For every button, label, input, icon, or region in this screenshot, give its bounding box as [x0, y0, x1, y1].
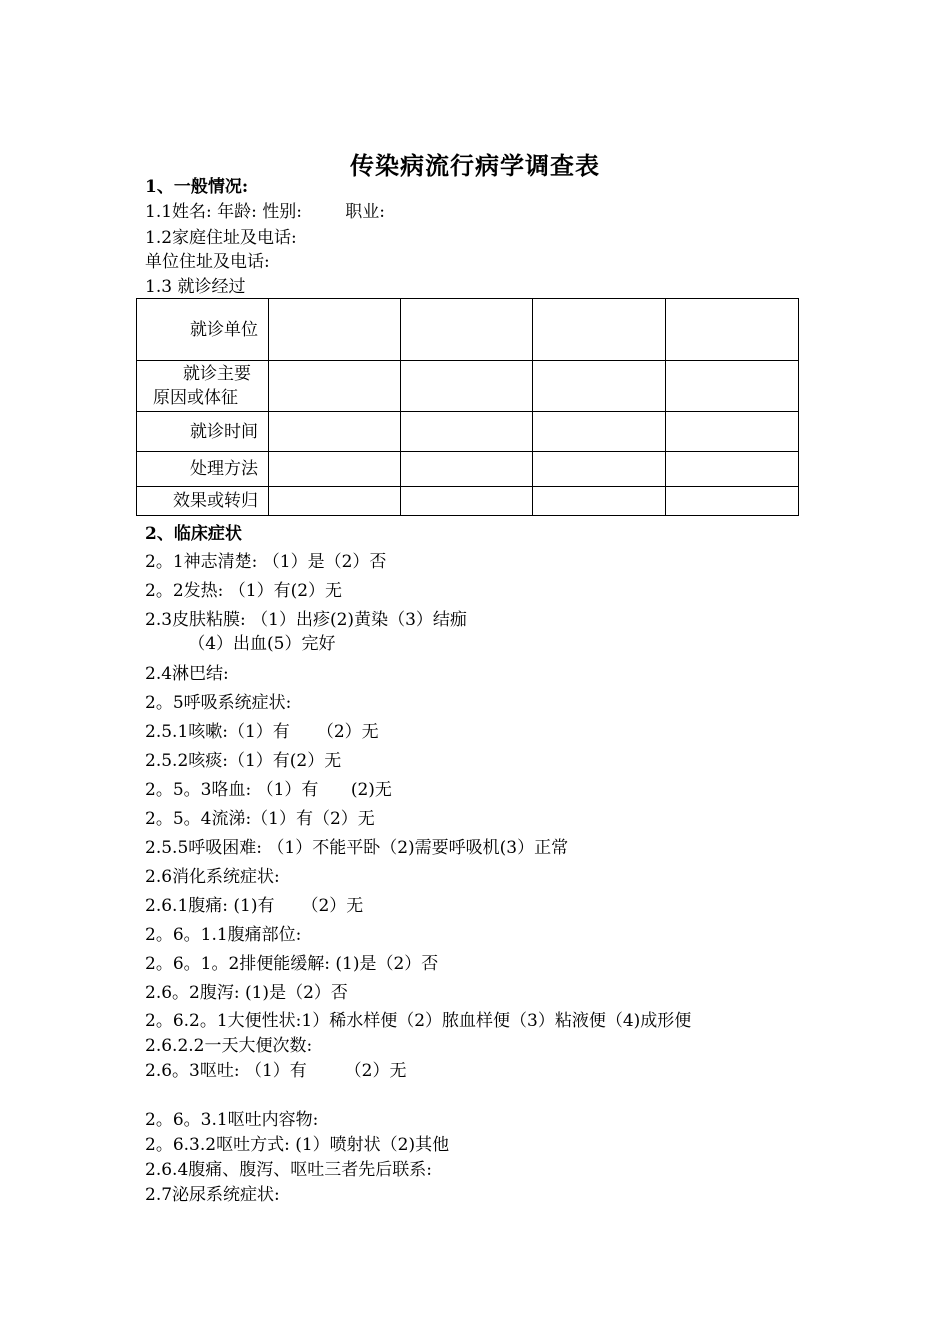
- symptom-line: 2.6消化系统症状:: [145, 867, 280, 887]
- row-label-reason-line1: 就诊主要: [183, 364, 251, 384]
- table-cell[interactable]: [533, 412, 666, 452]
- symptom-line: 2.6。3呕吐: （1）有 （2）无: [145, 1061, 407, 1081]
- home-address-line: 1.2家庭住址及电话:: [145, 228, 297, 248]
- symptom-line: 2。2发热: （1）有(2）无: [145, 581, 343, 601]
- symptom-line: 2.5.5呼吸困难: （1）不能平卧（2)需要呼吸机(3）正常: [145, 838, 569, 858]
- section1-heading: 1、一般情况:: [145, 177, 249, 197]
- row-label-visit-time: 就诊时间: [137, 412, 269, 452]
- row-label-treatment: 处理方法: [137, 452, 269, 487]
- row-label-reason: [137, 361, 269, 412]
- table-cell[interactable]: [269, 412, 401, 452]
- symptom-line: 2。5呼吸系统症状:: [145, 693, 292, 713]
- name-age-gender-occupation-line: 1.1姓名: 年龄: 性别: 职业:: [145, 202, 385, 222]
- symptom-line: 2。6。1.1腹痛部位:: [145, 925, 302, 945]
- symptom-line: 2.6。2腹泻: (1)是（2）否: [145, 983, 348, 1003]
- table-cell[interactable]: [269, 487, 401, 516]
- table-cell[interactable]: [666, 299, 799, 361]
- symptom-line: 2。5。3咯血: （1）有 (2)无: [145, 780, 392, 800]
- table-cell[interactable]: [401, 361, 533, 412]
- table-cell[interactable]: [401, 412, 533, 452]
- table-row: [137, 487, 799, 516]
- page-title: 传染病流行病学调查表: [350, 151, 600, 180]
- symptom-line: （4）出血(5）完好: [145, 634, 336, 654]
- table-cell[interactable]: [533, 361, 666, 412]
- symptom-line: 2。5。4流涕:（1）有（2）无: [145, 809, 375, 829]
- table-cell[interactable]: [401, 299, 533, 361]
- symptom-line: 2.4淋巴结:: [145, 664, 229, 684]
- table-cell[interactable]: [533, 452, 666, 487]
- table-cell[interactable]: [401, 452, 533, 487]
- table-cell[interactable]: [666, 452, 799, 487]
- symptom-line: 2.5.2咳痰:（1）有(2）无: [145, 751, 342, 771]
- table-cell[interactable]: [666, 361, 799, 412]
- table-row: [137, 361, 799, 412]
- visit-history-table: [136, 298, 799, 516]
- visit-history-label: 1.3 就诊经过: [145, 277, 246, 297]
- symptom-line: 2.7泌尿系统症状:: [145, 1185, 280, 1205]
- symptom-line: 2。6.2。1大便性状:1）稀水样便（2）脓血样便（3）粘液便（4)成形便: [145, 1011, 692, 1031]
- symptom-line: 2。6.3.2呕吐方式: (1）喷射状（2)其他: [145, 1135, 450, 1155]
- symptom-line: 2。1神志清楚: （1）是（2）否: [145, 552, 387, 572]
- section2-heading: 2、临床症状: [145, 524, 242, 544]
- row-label-reason-line2: 原因或体征: [153, 388, 238, 408]
- table-row: [137, 452, 799, 487]
- work-address-line: 单位住址及电话:: [145, 252, 270, 272]
- symptom-line: 2.6.2.2一天大便次数:: [145, 1036, 313, 1056]
- table-cell[interactable]: [401, 487, 533, 516]
- table-cell[interactable]: [533, 299, 666, 361]
- row-label-clinic: 就诊单位: [137, 299, 269, 361]
- table-cell[interactable]: [269, 299, 401, 361]
- symptom-line: 2.3皮肤粘膜: （1）出疹(2)黄染（3）结痂: [145, 610, 467, 630]
- symptom-line: 2。6。1。2排便能缓解: (1)是（2）否: [145, 954, 439, 974]
- table-cell[interactable]: [666, 412, 799, 452]
- symptom-line: 2.5.1咳嗽:（1）有 （2）无: [145, 722, 379, 742]
- table-cell[interactable]: [269, 452, 401, 487]
- symptom-line: 2.6.4腹痛、腹泻、呕吐三者先后联系:: [145, 1160, 432, 1180]
- table-row: [137, 299, 799, 361]
- symptom-line: 2。6。3.1呕吐内容物:: [145, 1110, 319, 1130]
- table-cell[interactable]: [533, 487, 666, 516]
- row-label-outcome: 效果或转归: [137, 487, 269, 516]
- symptom-line: 2.6.1腹痛: (1)有 （2）无: [145, 896, 364, 916]
- table-row: [137, 412, 799, 452]
- table-cell[interactable]: [269, 361, 401, 412]
- table-cell[interactable]: [666, 487, 799, 516]
